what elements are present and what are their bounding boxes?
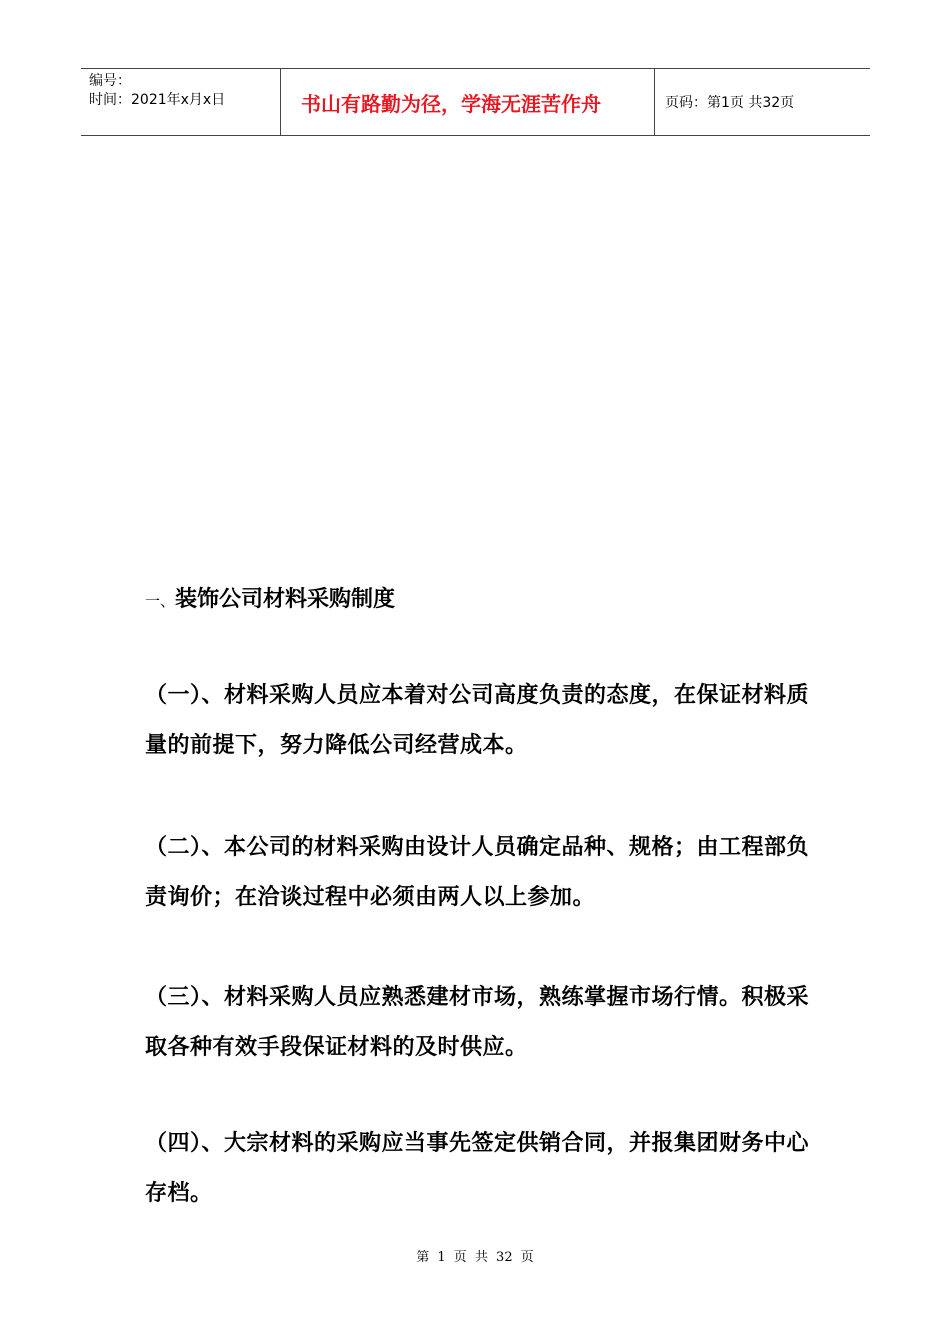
header-page-info: 页码：第1页 共32页: [665, 95, 795, 111]
section-number: 一、: [145, 592, 176, 610]
document-header: [81, 68, 870, 136]
paragraph-1: （一）、材料采购人员应本着对公司高度负责的态度，在保证材料质量的前提下，努力降低公司经营成本。: [145, 682, 810, 758]
paragraph-3: （三）、材料采购人员应熟悉建材市场，熟练掌握市场行情。积极采取各种有效手段保证材料的及时供应。: [145, 984, 810, 1060]
header-meta-cell: [81, 69, 281, 135]
paragraph-2: （二）、本公司的材料采购由设计人员确定品种、规格；由工程部负责询价；在洽谈过程中必须由两人以上参加。: [145, 834, 810, 910]
page-footer: 第 1 页 共 32 页: [416, 1250, 534, 1265]
header-motto: 书山有路勤为径，学海无涯苦作舟: [281, 69, 655, 135]
paragraph-4: （四）、大宗材料的采购应当事先签定供销合同，并报集团财务中心存档。: [145, 1130, 810, 1206]
section-heading: [145, 582, 395, 613]
document-number-label: 编号：: [89, 73, 131, 89]
section-title: 装饰公司材料采购制度: [175, 586, 396, 612]
document-date: 时间：2021年x月x日: [89, 92, 226, 108]
